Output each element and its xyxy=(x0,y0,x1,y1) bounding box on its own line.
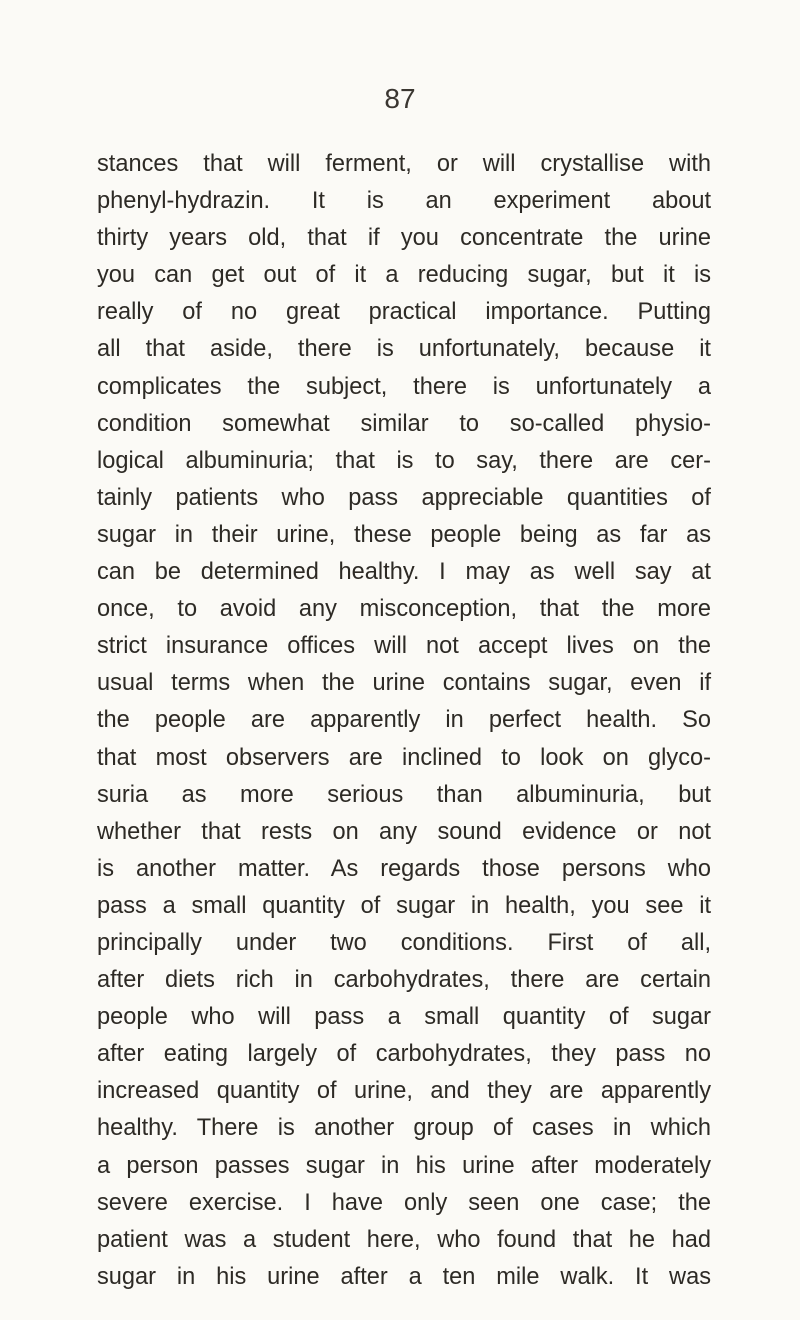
text-line: a person passes sugar in his urine after moderately xyxy=(97,1152,711,1179)
text-line: complicates the subject, there is unfortunately a xyxy=(97,373,711,400)
text-line: usual terms when the urine contains sugar, even if xyxy=(97,670,711,697)
text-line: increased quantity of urine, and they are apparently xyxy=(97,1078,711,1105)
text-line: after eating largely of carbohydrates, they pass no xyxy=(97,1041,711,1068)
text-line: is another matter. As regards those persons who xyxy=(97,855,711,882)
text-line: strict insurance offices will not accept lives on the xyxy=(97,633,711,660)
text-line: all that aside, there is unfortunately, because it xyxy=(97,336,711,363)
body-text xyxy=(97,146,711,1296)
text-line: phenyl-hydrazin. It is an experiment about xyxy=(97,188,711,215)
text-line: that most observers are inclined to look on glyco- xyxy=(97,744,711,771)
text-line: really of no great practical importance. Putting xyxy=(97,299,711,326)
text-line: once, to avoid any misconception, that the more xyxy=(97,596,711,623)
text-line: severe exercise. I have only seen one case; the xyxy=(97,1189,711,1216)
page-number: 87 xyxy=(384,83,416,114)
text-line: pass a small quantity of sugar in health, you see it xyxy=(97,892,711,919)
text-line: sugar in his urine after a ten mile walk. It was xyxy=(97,1263,711,1290)
text-line: people who will pass a small quantity of sugar xyxy=(97,1004,711,1031)
text-line: whether that rests on any sound evidence or not xyxy=(97,818,711,845)
text-line: logical albuminuria; that is to say, there are cer- xyxy=(97,447,711,474)
text-line: sugar in their urine, these people being as far as xyxy=(97,521,711,548)
text-line: you can get out of it a reducing sugar, but it is xyxy=(97,262,711,289)
text-line: after diets rich in carbohydrates, there are certain xyxy=(97,967,711,994)
text-line: patient was a student here, who found that he had xyxy=(97,1226,711,1253)
text-line: tainly patients who pass appreciable quantities of xyxy=(97,484,711,511)
text-line: stances that will ferment, or will crystallise with xyxy=(97,151,711,177)
text-line: suria as more serious than albuminuria, but xyxy=(97,781,711,808)
text-line: principally under two conditions. First of all, xyxy=(97,929,711,956)
text-line: can be determined healthy. I may as well say at xyxy=(97,559,711,586)
text-line: the people are apparently in perfect health. So xyxy=(97,707,711,734)
text-line: condition somewhat similar to so-called physio- xyxy=(97,410,711,437)
text-line: thirty years old, that if you concentrate the urine xyxy=(97,225,711,252)
text-line: healthy. There is another group of cases in which xyxy=(97,1115,711,1142)
